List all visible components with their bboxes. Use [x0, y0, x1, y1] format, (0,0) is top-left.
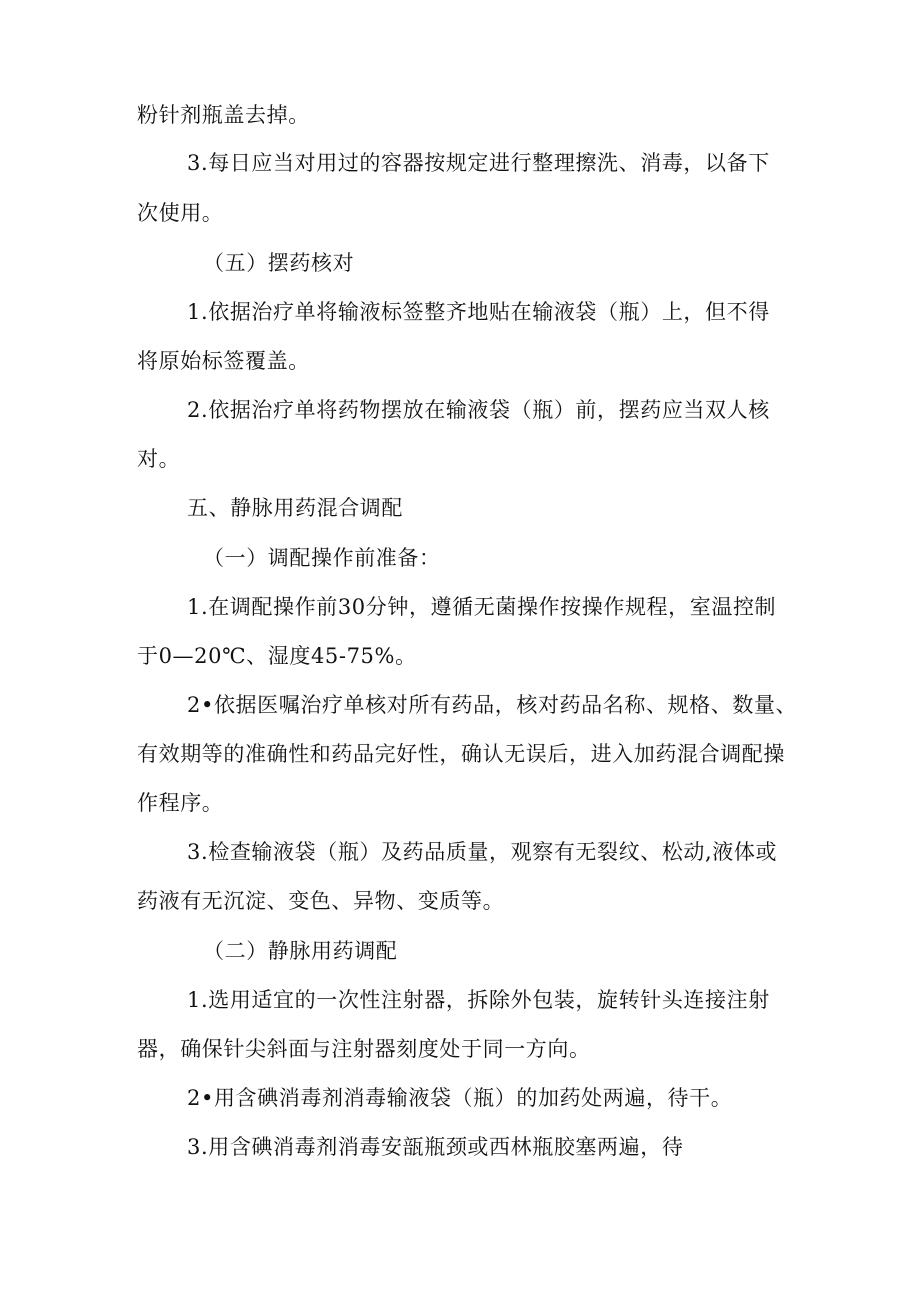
- section-heading: （二）静脉用药调配: [203, 939, 398, 963]
- text-line: 器，确保针尖斜面与注射器刻度处于同一方向。: [137, 1037, 591, 1061]
- text-line: 1.选用适宜的一次性注射器，拆除外包装，旋转针头连接注射: [187, 988, 770, 1012]
- text-line: 作程序。: [137, 791, 224, 815]
- text-line: 粉针剂瓶盖去掉。: [137, 103, 310, 127]
- text-line: 将原始标签覆盖。: [137, 349, 310, 373]
- text-line: 药液有无沉淀、变色、异物、变质等。: [137, 889, 505, 913]
- section-heading: 五、静脉用药混合调配: [187, 496, 403, 520]
- section-heading: （五）摆药核对: [203, 251, 355, 275]
- text-line: 次使用。: [137, 201, 224, 225]
- text-line: 2.依据治疗单将药物摆放在输液袋（瓶）前，摆药应当双人核: [187, 398, 770, 422]
- text-line: 对。: [137, 447, 181, 471]
- text-line: 1.依据治疗单将输液标签整齐地贴在输液袋（瓶）上，但不得: [187, 300, 770, 324]
- text-line: 有效期等的准确性和药品完好性，确认无误后，进入加药混合调配操: [137, 742, 785, 766]
- text-line: 3.用含碘消毒剂消毒安瓿瓶颈或西林瓶胶塞两遍，待: [187, 1135, 684, 1159]
- section-heading: （一）调配操作前准备：: [203, 546, 441, 570]
- text-line: 2•用含碘消毒剂消毒输液袋（瓶）的加药处两遍，待干。: [187, 1086, 733, 1110]
- text-line: 1.在调配操作前30分钟，遵循无菌操作按操作规程，室温控制: [187, 595, 777, 619]
- text-line: 3.检查输液袋（瓶）及药品质量，观察有无裂纹、松动,液体或: [187, 840, 778, 864]
- text-line: 于0—20℃、湿度45-75%。: [137, 644, 417, 668]
- text-line: 3.每日应当对用过的容器按规定进行整理擦洗、消毒，以备下: [187, 151, 770, 175]
- text-line: 2•依据医嘱治疗单核对所有药品，核对药品名称、规格、数量、: [187, 693, 798, 717]
